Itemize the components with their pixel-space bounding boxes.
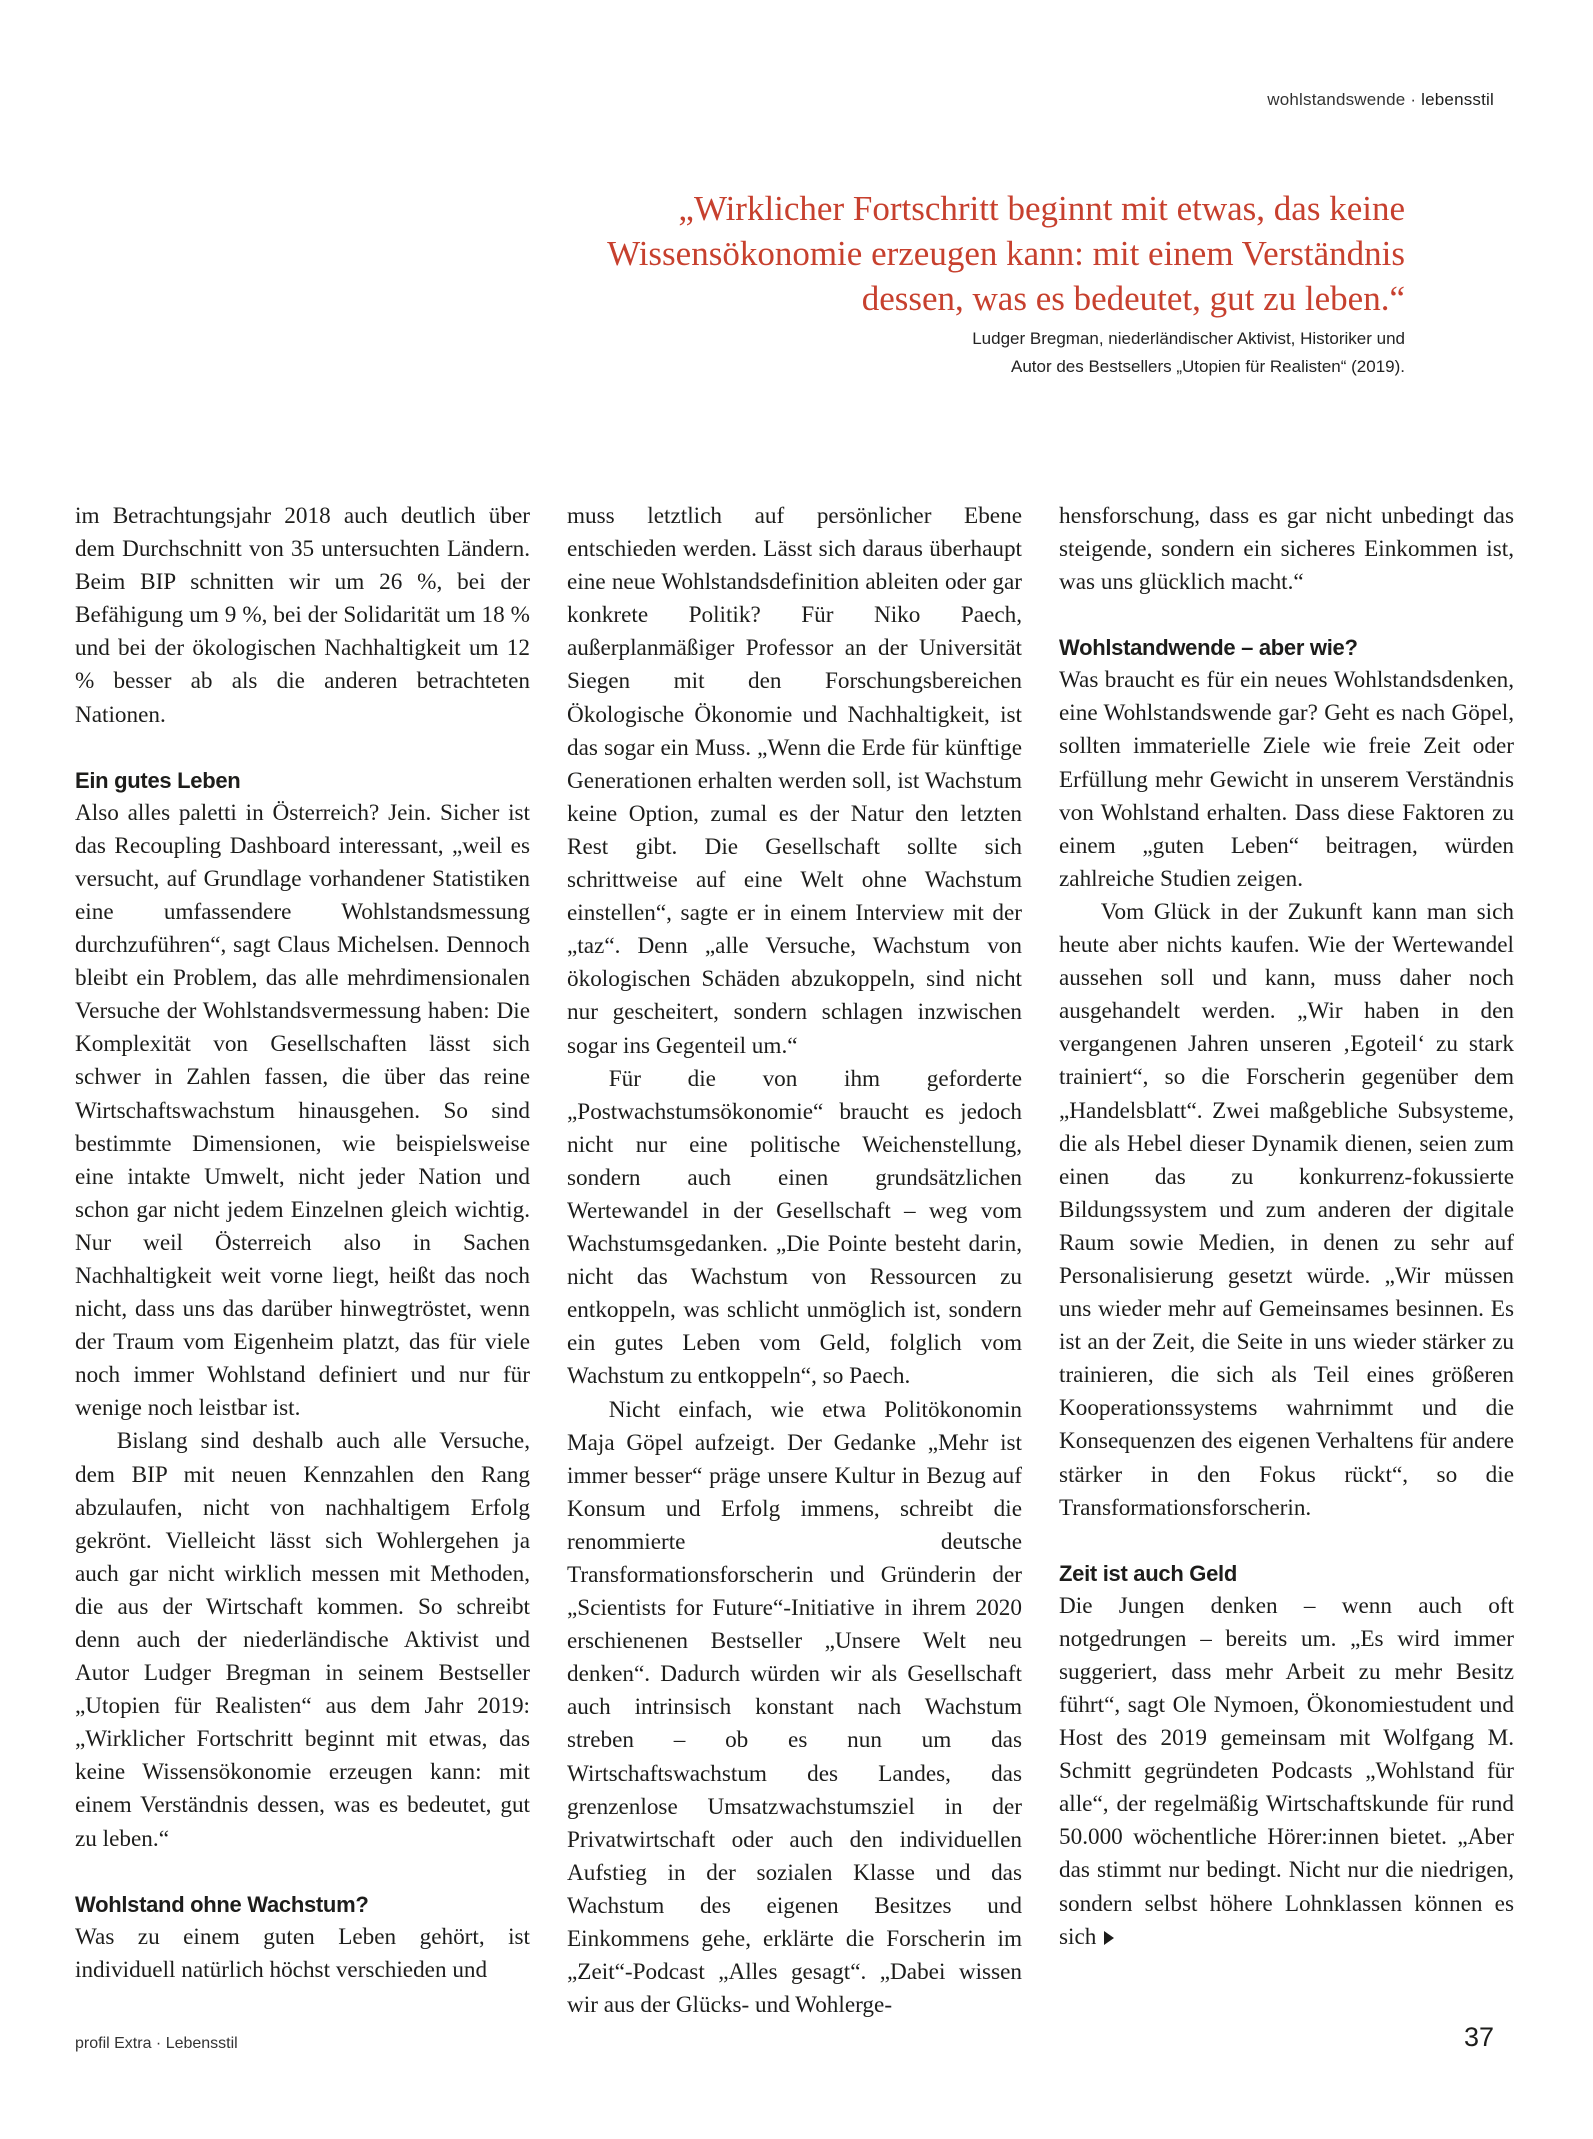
paragraph: Für die von ihm geforderte „Postwachstumsökonomie“ braucht es jedoch nicht nur eine politische Weichenstellung, sondern auch einen grundsätzlichen Wertewandel in der Gesellschaft – weg vom Wachstumsgedanken. „Die Pointe besteht darin, nicht das Wachstum von Ressourcen zu entkoppeln, was schlicht unmöglich ist, sondern ein gutes Leben vom Geld, folglich vom Wachstum zu entkoppeln“, so Paech. (567, 1065, 1022, 1390)
running-header (1267, 90, 1494, 110)
subheading-ein-gutes-leben: Ein gutes Leben (75, 767, 241, 793)
paragraph: Nicht einfach, wie etwa Politökonomin Maja Göpel aufzeigt. Der Gedanke „Mehr ist immer besser“ präge unsere Kultur in Bezug auf Konsum und Erfolg immens, schreibt die renommierte deutsche Transformationsforscherin und Gründerin der „Scientists for Future“-Initiative in ihrem 2020 erschienenen Bestseller „Unsere Welt neu denken“. Dadurch würden wir als Gesellschaft auch intrinsisch konstant nach Wachstum streben – ob es nun um das Wirtschaftswachstum des Landes, das grenzenlose Umsatzwachstumsziel in der Privatwirtschaft oder auch den individuellen Aufstieg in der sozialen Klasse und das Wachstum des eigenen Besitzes und Einkommens gehe, erklärte die Forscherin im „Zeit“-Podcast „Alles gesagt“. „Dabei wissen wir aus der Glücks- und Wohlerge- (567, 1396, 1022, 2019)
header-section: wohlstandswende (1267, 90, 1406, 109)
page-number: 37 (1463, 2022, 1494, 2052)
paragraph: Vom Glück in der Zukunft kann man sich heute aber nichts kaufen. Wie der Wertewandel aussehen soll und kann, muss daher noch ausgehandelt werden. „Wir haben in den vergangenen Jahren unseren ‚Egoteil‘ zu stark trainiert“, so die Forscherin gegenüber dem „Handelsblatt“. Zwei maßgebliche Subsysteme, die als Hebel dieser Dynamik dienen, seien zum einen das zu konkurrenz-fokussierte Bildungssystem und zum anderen der digitale Raum sowie Medien, in denen zu sehr auf Personalisierung gesetzt würde. „Wir müssen uns wieder mehr auf Gemeinsames besinnen. Es ist an der Zeit, die Seite in uns wieder stärker zu trainieren, die sich als Teil eines größeren Kooperationssystems wahrnimmt und die Konsequenzen des eigenen Verhaltens für andere stärker in den Fokus rückt“, so die Transformationsforscherin. (1059, 898, 1514, 1521)
paragraph: hensforschung, dass es gar nicht unbedingt das steigende, sondern ein sicheres Einkommen ist, was uns glücklich macht.“ (1059, 503, 1514, 596)
paragraph: Was zu einem guten Leben gehört, ist individuell natürlich höchst verschieden und (75, 1923, 530, 1983)
pull-quote-source-line1: Ludger Bregman, niederländischer Aktivist, Historiker und (972, 329, 1405, 348)
paragraph: muss letztlich auf persönlicher Ebene entschieden werden. Lässt sich daraus überhaupt eine neue Wohlstandsdefinition ableiten oder gar konkrete Politik? Für Niko Paech, außerplanmäßiger Professor an der Universität Siegen mit den Forschungsbereichen Ökologische Ökonomie und Nachhaltigkeit, ist das sogar ein Muss. „Wenn die Erde für künftige Generationen erhalten werden soll, ist Wachstum keine Option, zumal es der Natur den letzten Rest gibt. Die Gesellschaft sollte sich schrittweise auf eine Welt ohne Wachstum einstellen“, sagte er in einem Interview mit der „taz“. Denn „alle Versuche, Wachstum von ökologischen Schäden abzukoppeln, sind nicht nur gescheitert, sondern schlagen inzwischen sogar ins Gegenteil um.“ (567, 503, 1022, 1059)
article-column-1 (75, 500, 530, 1987)
pull-quote: „Wirklicher Fortschritt beginnt mit etwas, das keine Wissensökonomie erzeugen kann: mit einem Verständnis dessen, was es bedeutet, gut zu leben.“ (607, 189, 1405, 318)
footer-publication: profil Extra · Lebensstil (75, 2035, 238, 2052)
subheading-wohlstandwende-aber-wie: Wohlstandwende – aber wie? (1059, 635, 1358, 661)
paragraph: Bislang sind deshalb auch alle Versuche, dem BIP mit neuen Kennzahlen den Rang abzulaufen, nicht von nachhaltigem Erfolg gekrönt. Vielleicht lässt sich Wohlergehen ja auch gar nicht wirklich messen mit Methoden, die aus der Wirtschaft kommen. So schreibt denn auch der niederländische Aktivist und Autor Ludger Bregman in seinem Bestseller „Utopien für Realisten“ aus dem Jahr 2019: „Wirklicher Fortschritt beginnt mit etwas, das keine Wissensökonomie erzeugen kann: mit einem Verständnis dessen, was es bedeutet, gut zu leben.“ (75, 1428, 530, 1852)
pull-quote-source (700, 325, 1405, 381)
paragraph: im Betrachtungsjahr 2018 auch deutlich über dem Durchschnitt von 35 untersuchten Ländern. Beim BIP schnitten wir um 26 %, bei der Befähigung um 9 %, bei der Solidarität um 18 % und bei der ökologischen Nachhaltigkeit um 12 % besser ab als die anderen betrachteten Nationen. (75, 503, 530, 728)
subheading-zeit-ist-auch-geld: Zeit ist auch Geld (1059, 1560, 1237, 1586)
paragraph-last (1059, 1590, 1514, 1954)
paragraph: Was braucht es für ein neues Wohlstandsdenken, eine Wohlstandswende gar? Geht es nach Göpel, sollten immaterielle Ziele wie freie Zeit oder Erfüllung mehr Gewicht in unserem Verständnis von Wohlstand erhalten. Dass diese Faktoren zu einem „guten Leben“ beitragen, würden zahlreiche Studien zeigen. (1059, 667, 1514, 892)
continue-arrow-icon (1104, 1931, 1114, 1945)
header-subsection: lebensstil (1421, 90, 1494, 109)
paragraph-text: Die Jungen denken – wenn auch oft notgedrungen – bereits um. „Es wird immer suggeriert, dass mehr Arbeit zu mehr Besitz führt“, sagt Ole Nymoen, Ökonomiestudent und Host des 2019 gemeinsam mit Wolfgang M. Schmitt gegründeten Podcasts „Wohlstand für alle“, der regelmäßig Wirtschaftskunde für rund 50.000 wöchentliche Hörer:innen bietet. „Aber das stimmt nur bedingt. Nicht nur die niedrigen, sondern selbst höhere Lohnklassen können es sich (1059, 1592, 1514, 1950)
pull-quote-source-line2: Autor des Bestsellers „Utopien für Realisten“ (2019). (1010, 357, 1405, 376)
header-separator: · (1405, 90, 1422, 109)
article-column-2 (567, 500, 1022, 2022)
paragraph: Also alles paletti in Österreich? Jein. Sicher ist das Recoupling Dashboard interessant, „weil es versucht, auf Grundlage vorhandener Statistiken eine umfassendere Wohlstandsmessung durchzuführen“, sagt Claus Michelsen. Dennoch bleibt ein Problem, das alle mehrdimensionalen Versuche der Wohlstandsvermessung haben: Die Komplexität von Gesellschaften lässt sich schwer in Zahlen fassen, die über das reine Wirtschaftswachstum hinausgehen. So sind bestimmte Dimensionen, wie beispielsweise eine intakte Umwelt, nicht jeder Nation und schon gar nicht jedem Einzelnen gleich wichtig. Nur weil Österreich also in Sachen Nachhaltigkeit weit vorne liegt, heißt das noch nicht, dass uns das darüber hinwegtröstet, wenn der Traum vom Eigenheim platzt, das für viele noch immer Wohlstand definiert und nur für wenige noch leistbar ist. (75, 799, 530, 1422)
article-column-3 (1059, 500, 1514, 1954)
subheading-wohlstand-ohne-wachstum: Wohlstand ohne Wachstum? (75, 1891, 369, 1917)
